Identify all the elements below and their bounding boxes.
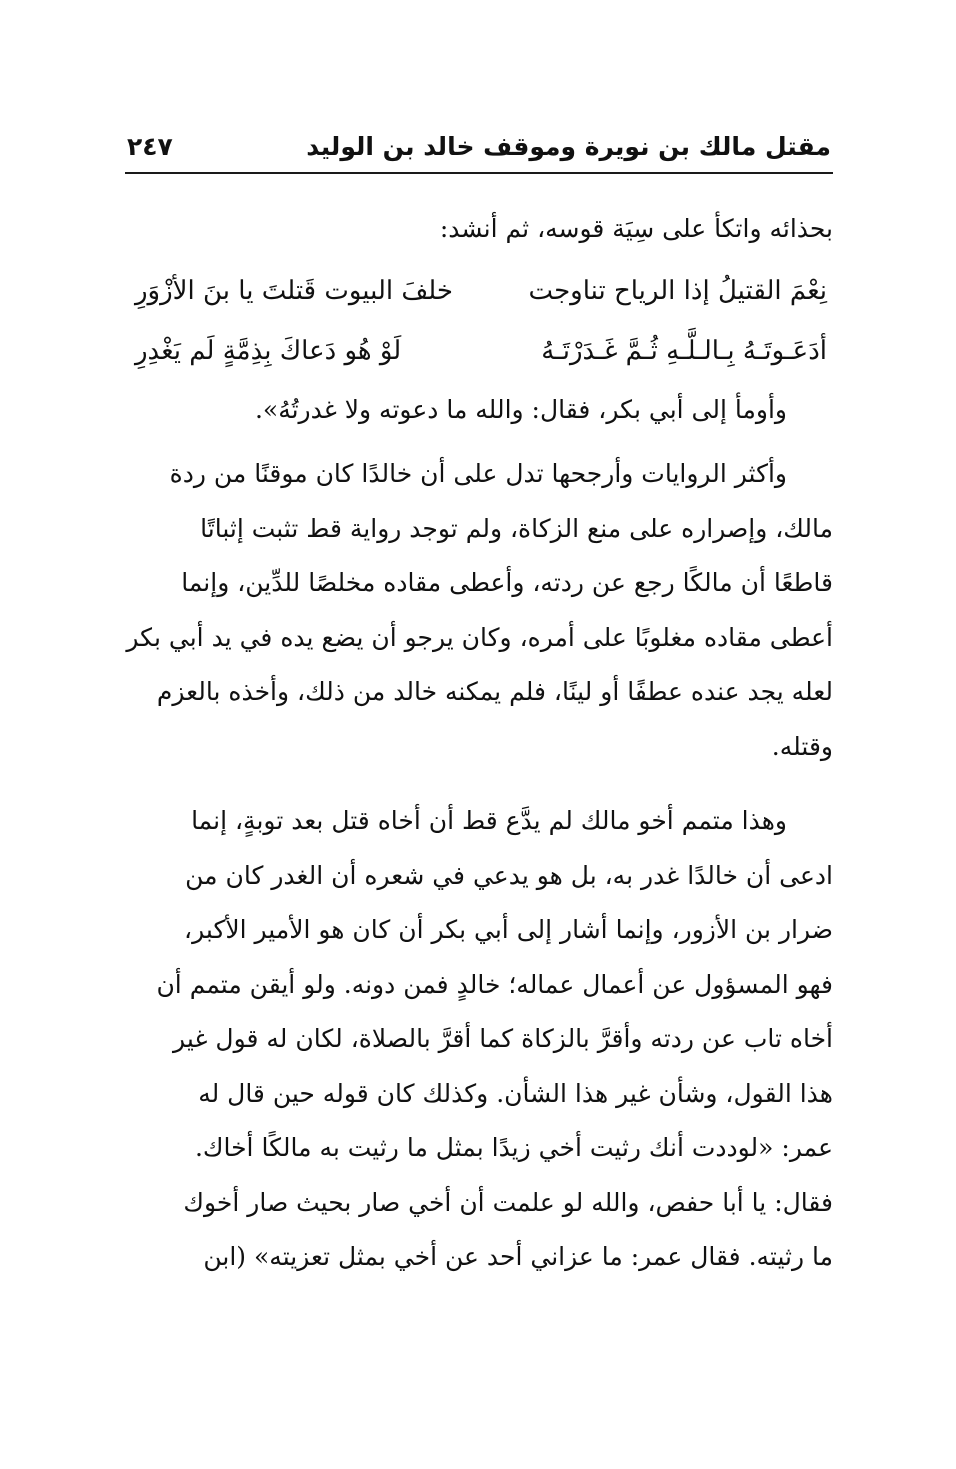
text-line: ضرار بن الأزور، وإنما أشار إلى أبي بكر أن كان هو الأمير الأكبر، <box>184 915 833 944</box>
paragraph <box>125 794 833 1285</box>
text-line: مالك، وإصراره على منع الزكاة، ولم توجد رواية قط تثبت إثباتًا <box>200 513 833 543</box>
verse-line <box>125 321 833 381</box>
verse-hemistich: أدَعَـوتَـهُ بِـالـلَّـهِ ثُـمَّ غَـدَرْتَـهُ <box>541 335 827 366</box>
text-line: ما رثيته. فقال عمر: ما عزاني أحد عن أخي بمثل تعزيته» (ابن <box>203 1242 833 1271</box>
text-line: وهذا متمم أخو مالك لم يدَّع قط أن أخاه قتل بعد توبةٍ، إنما <box>191 806 787 835</box>
text-line: ادعى أن خالدًا غدر به، بل هو يدعي في شعره أن الغدر كان من <box>185 860 833 890</box>
verse-hemistich: خلفَ البيوت قَتلتَ يا بنَ الأزْوَرِ <box>135 275 453 306</box>
verse-line <box>125 261 833 321</box>
page-header <box>125 128 833 174</box>
text-line: عمر: «لوددت أنك رثيت أخي زيدًا بمثل ما رثيت به مالكًا أخاك. <box>194 1133 833 1162</box>
paragraph <box>125 447 833 774</box>
text-line: أعطى مقاده مغلوبًا على أمره، وكان يرجو أن يضع يده في يد أبي بكر <box>126 622 833 652</box>
body-text <box>125 202 833 1285</box>
page-number: ٢٤٧ <box>127 132 173 161</box>
text-line: لعله يجد عنده عطفًا أو لينًا، فلم يمكنه خالد من ذلك، وأخذه بالعزم <box>156 677 833 706</box>
intro-line: بحذائه واتكأ على سِيَة قوسه، ثم أنشد: <box>439 214 833 243</box>
text-line: وأكثر الروايات وأرجحها تدل على أن خالدًا كان موقنًا من ردة <box>169 459 787 488</box>
poem <box>125 261 833 381</box>
text-line: أخاه تاب عن ردته وأقرَّ بالزكاة كما أقرَّ بالصلاة، لكان له قول غير <box>173 1024 833 1053</box>
verse-hemistich: لَوْ هُو دَعاكَ بِذِمَّةٍ لَم يَغْدِرِ <box>135 335 402 366</box>
paragraph-gap <box>125 774 833 794</box>
verse-hemistich: نِعْمَ القتيلُ إذا الرياح تناوجت <box>528 275 827 306</box>
running-title: مقتل مالك بن نويرة وموقف خالد بن الوليد <box>306 132 831 161</box>
text-line: هذا القول، وشأن غير هذا الشأن. وكذلك كان قوله حين قال له <box>198 1078 833 1108</box>
text-line: وقتله. <box>771 731 833 761</box>
text-line: فهو المسؤول عن أعمال عماله؛ خالدٍ فمن دونه. ولو أيقن متمم أن <box>156 969 833 999</box>
text-line: قاطعًا أن مالكًا رجع عن ردته، وأعطى مقاده مخلصًا للدِّين، وإنما <box>181 568 833 597</box>
closing-line: وأومأ إلى أبي بكر، فقال: والله ما دعوته ولا غدرتُهُ». <box>254 394 787 424</box>
text-line: فقال: يا أبا حفص، والله لو علمت أن أخي صار بحيث صار أخوك <box>183 1187 833 1217</box>
